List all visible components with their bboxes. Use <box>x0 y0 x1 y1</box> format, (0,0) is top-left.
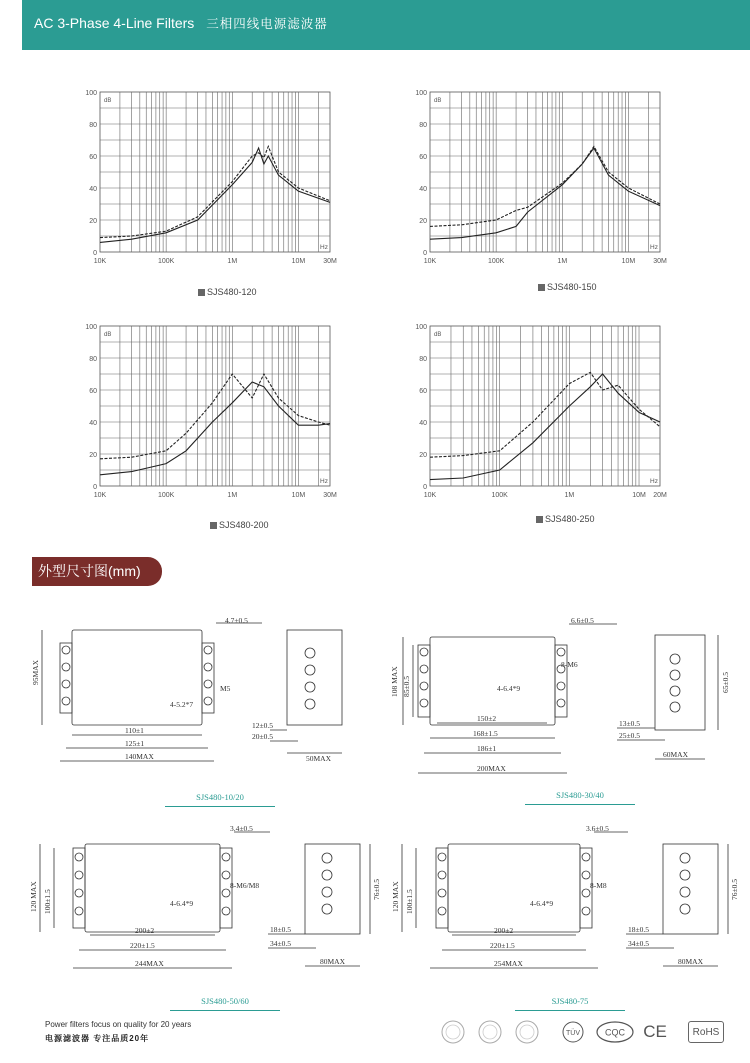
y-tick-label: 40 <box>419 186 427 193</box>
legend-label: SJS480-150 <box>547 282 597 292</box>
y-tick-label: 60 <box>89 154 97 161</box>
dim-stud: 8-M6/M8 <box>230 881 260 890</box>
y-tick-label: 40 <box>419 420 427 427</box>
seal-icon <box>442 1021 464 1043</box>
page-header <box>22 0 750 50</box>
dim-d3: 140MAX <box>125 752 154 761</box>
dim-side1: 18±0.5 <box>270 925 291 934</box>
y-tick-label: 40 <box>89 186 97 193</box>
x-tick-label: 1M <box>227 258 238 265</box>
chart-svg <box>84 86 340 280</box>
dim-height2: 85±0.5 <box>402 676 411 697</box>
legend-swatch <box>198 289 205 296</box>
x-axis-unit: Hz <box>650 478 658 485</box>
rohs-logo: RoHS <box>688 1021 724 1043</box>
x-tick-label: 10M <box>632 492 646 499</box>
dim-side2: 20±0.5 <box>252 732 273 741</box>
certification-seals <box>440 1019 545 1045</box>
dim-d2: 220±1.5 <box>130 941 155 950</box>
dim-d1: 150±2 <box>477 714 497 723</box>
dim-side1: 13±0.5 <box>619 719 640 728</box>
dim-side1: 12±0.5 <box>252 721 273 730</box>
dim-bolt: 4-6.4*9 <box>530 899 554 908</box>
legend-sjs480-200 <box>210 520 269 530</box>
dim-bolt: 4-6.4*9 <box>497 684 521 693</box>
model-underline <box>170 1010 280 1011</box>
legend-swatch <box>210 522 217 529</box>
svg-text:CQC: CQC <box>605 1027 625 1038</box>
y-tick-label: 40 <box>89 420 97 427</box>
y-tick-label: 20 <box>419 452 427 459</box>
y-axis-unit: dB <box>434 98 442 104</box>
dim-d1: 200±2 <box>494 926 514 935</box>
dim-height-max: 120 MAX <box>391 881 400 912</box>
x-tick-label: 10M <box>621 258 636 265</box>
drawing-sjs480-50-60 <box>30 822 380 987</box>
chart-sjs480-250 <box>414 320 680 519</box>
dim-d3: 244MAX <box>135 959 164 968</box>
dim-top-right: 3.4±0.5 <box>230 824 253 833</box>
chart-svg <box>414 320 680 514</box>
x-tick-label: 10M <box>291 258 306 265</box>
model-label-sjs480-10-20: SJS480-10/20 <box>196 792 244 802</box>
drawing-sjs480-30-40 <box>385 615 735 785</box>
dim-side-w: 60MAX <box>663 750 689 759</box>
legend-swatch <box>536 516 543 523</box>
model-label-sjs480-75: SJS480-75 <box>551 996 589 1006</box>
title-en: AC 3-Phase 4-Line Filters <box>34 15 195 31</box>
x-tick-label: 100K <box>491 492 508 499</box>
dim-d2: 220±1.5 <box>490 941 515 950</box>
x-axis-unit: Hz <box>320 478 328 485</box>
y-tick-label: 100 <box>415 324 427 331</box>
y-tick-label: 80 <box>89 356 97 363</box>
x-axis-unit: Hz <box>320 244 328 251</box>
dim-d2: 168±1.5 <box>473 729 498 738</box>
dim-height2: 100±1.5 <box>405 889 414 914</box>
legend-swatch <box>538 284 545 291</box>
legend-label: SJS480-250 <box>545 514 595 524</box>
y-tick-label: 0 <box>423 250 427 257</box>
dim-top-right: 4.7±0.5 <box>225 616 248 625</box>
chart-svg <box>84 320 350 514</box>
y-tick-label: 80 <box>419 356 427 363</box>
series-line-1 <box>430 372 660 457</box>
seal-icon <box>516 1021 538 1043</box>
dim-height-max: 108 MAX <box>390 666 399 697</box>
x-axis-unit: Hz <box>650 244 658 251</box>
footer-tagline-cn: 电源滤波器 专注品质20年 <box>45 1034 150 1043</box>
legend-sjs480-150 <box>538 282 597 292</box>
model-label-sjs480-50-60: SJS480-50/60 <box>201 996 249 1006</box>
y-axis-unit: dB <box>434 332 442 338</box>
footer-tagline-en: Power filters focus on quality for 20 years <box>45 1020 192 1029</box>
x-tick-label: 20M <box>653 492 667 499</box>
x-tick-label: 30M <box>323 258 337 265</box>
drawing-sjs480-10-20 <box>30 615 380 785</box>
tuv-logo <box>560 1021 586 1043</box>
dim-height-max: 95MAX <box>31 659 40 685</box>
x-tick-label: 10K <box>423 492 437 499</box>
x-tick-label: 100K <box>487 258 505 265</box>
y-tick-label: 20 <box>89 452 97 459</box>
x-tick-label: 1M <box>564 492 575 499</box>
dim-stud: 8-M8 <box>590 881 607 890</box>
x-tick-label: 10K <box>423 258 437 265</box>
x-tick-label: 10K <box>93 258 107 265</box>
dim-side2: 34±0.5 <box>628 939 649 948</box>
section-title-dimensions: 外型尺寸图(mm) <box>32 557 162 586</box>
x-tick-label: 1M <box>557 258 568 265</box>
dim-side-h: 65±0.5 <box>721 672 730 693</box>
dim-side-h: 76±0.5 <box>372 879 381 900</box>
dim-side-w: 80MAX <box>320 957 346 966</box>
x-tick-label: 30M <box>653 258 667 265</box>
dim-stud: 8-M6 <box>561 660 578 669</box>
y-axis-unit: dB <box>104 98 112 104</box>
y-tick-label: 60 <box>419 154 427 161</box>
x-tick-label: 10M <box>291 492 306 499</box>
x-tick-label: 1M <box>227 492 238 499</box>
dim-d4: 200MAX <box>477 764 506 773</box>
dim-side-w: 50MAX <box>306 754 332 763</box>
legend-sjs480-120 <box>198 287 257 297</box>
drawing-sjs480-75 <box>390 822 740 987</box>
dim-bolt: 4-6.4*9 <box>170 899 194 908</box>
chart-sjs480-150 <box>414 86 670 285</box>
dim-d1: 110±1 <box>125 726 144 735</box>
ce-logo: CE <box>643 1022 667 1041</box>
y-tick-label: 0 <box>93 484 97 491</box>
y-tick-label: 100 <box>85 324 97 331</box>
dim-side1: 18±0.5 <box>628 925 649 934</box>
x-tick-label: 100K <box>157 492 175 499</box>
x-tick-label: 30M <box>323 492 337 499</box>
chart-sjs480-200 <box>84 320 350 519</box>
model-label-sjs480-30-40: SJS480-30/40 <box>556 790 604 800</box>
svg-text:TÜV: TÜV <box>566 1030 580 1037</box>
model-underline <box>525 804 635 805</box>
legend-label: SJS480-120 <box>207 287 257 297</box>
x-tick-label: 100K <box>157 258 175 265</box>
title-cn: 三相四线电源滤波器 <box>206 17 328 31</box>
legend-label: SJS480-200 <box>219 520 269 530</box>
y-tick-label: 20 <box>419 218 427 225</box>
page-title <box>34 14 328 32</box>
y-tick-label: 60 <box>419 388 427 395</box>
chart-sjs480-120 <box>84 86 340 285</box>
y-tick-label: 100 <box>85 90 97 97</box>
chart-svg <box>414 86 670 280</box>
y-tick-label: 100 <box>415 90 427 97</box>
dim-top-right: 3.6±0.5 <box>586 824 609 833</box>
dim-d2: 125±1 <box>125 739 145 748</box>
model-underline <box>165 806 275 807</box>
dim-top-right: 6.6±0.5 <box>571 616 594 625</box>
seal-icon <box>479 1021 501 1043</box>
dim-side2: 25±0.5 <box>619 731 640 740</box>
cqc-logo <box>595 1021 635 1043</box>
y-axis-unit: dB <box>104 332 112 338</box>
dim-d3: 254MAX <box>494 959 523 968</box>
legend-sjs480-250 <box>536 514 595 524</box>
y-tick-label: 0 <box>423 484 427 491</box>
dim-side2: 34±0.5 <box>270 939 291 948</box>
y-tick-label: 0 <box>93 250 97 257</box>
dim-bolt: 4-5.2*7 <box>170 700 194 709</box>
dim-side-w: 80MAX <box>678 957 704 966</box>
model-underline <box>515 1010 625 1011</box>
y-tick-label: 80 <box>419 122 427 129</box>
y-tick-label: 60 <box>89 388 97 395</box>
dim-side-h: 76±0.5 <box>730 879 739 900</box>
x-tick-label: 10K <box>93 492 107 499</box>
y-tick-label: 20 <box>89 218 97 225</box>
dim-stud: M5 <box>220 684 231 693</box>
dim-d3: 186±1 <box>477 744 497 753</box>
y-tick-label: 80 <box>89 122 97 129</box>
dim-height-max: 120 MAX <box>29 881 38 912</box>
dim-d1: 200±2 <box>135 926 155 935</box>
dim-height2: 100±1.5 <box>43 889 52 914</box>
